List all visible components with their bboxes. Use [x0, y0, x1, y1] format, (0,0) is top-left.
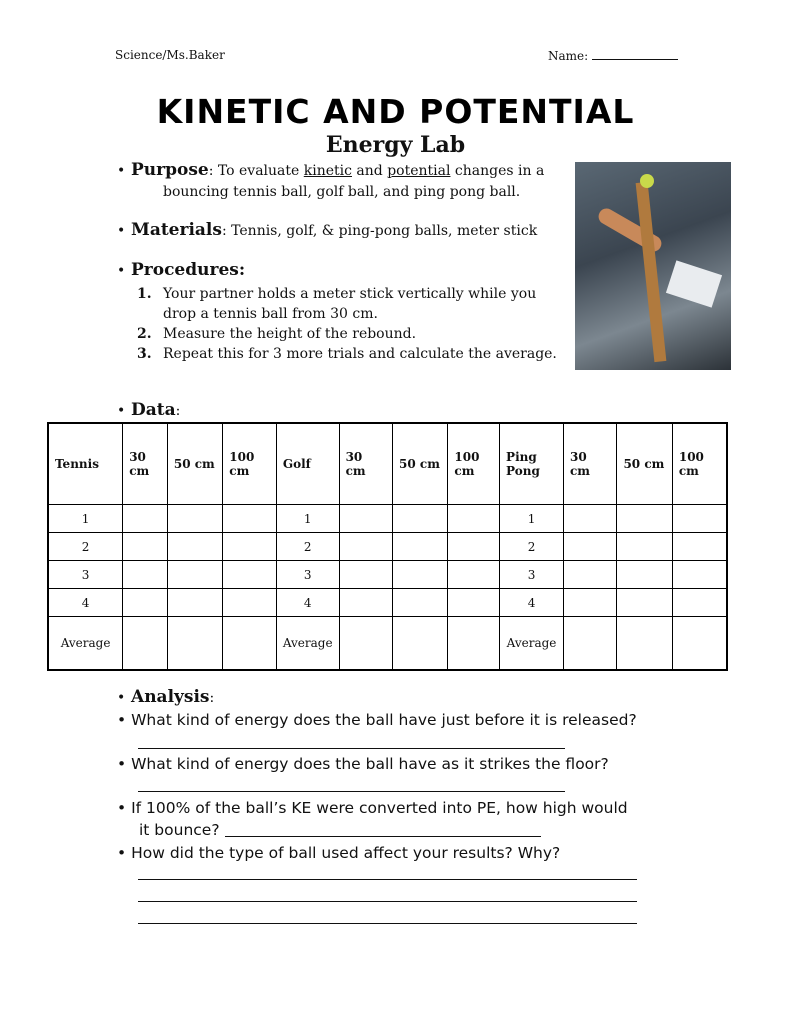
analysis-label: Analysis	[131, 687, 210, 707]
trial-number: 1	[48, 505, 123, 533]
page-title: KINETIC AND POTENTIAL	[156, 92, 635, 131]
answer-line-3[interactable]	[225, 836, 541, 837]
input-cell[interactable]	[564, 505, 617, 533]
name-field[interactable]	[548, 48, 678, 63]
input-cell[interactable]	[672, 617, 727, 671]
header-cell: Tennis	[48, 423, 123, 505]
trial-number: 3	[500, 561, 564, 589]
procedures-label: Procedures:	[131, 260, 246, 280]
header-cell: 30 cm	[564, 423, 617, 505]
input-cell[interactable]	[339, 589, 392, 617]
trial-number: 2	[48, 533, 123, 561]
question-text: How did the type of ball used affect your results? Why?	[131, 844, 561, 862]
input-cell[interactable]	[672, 505, 727, 533]
input-cell[interactable]	[123, 561, 168, 589]
bullet-icon: •	[117, 690, 126, 706]
purpose-line2: bouncing tennis ball, golf ball, and ping pong ball.	[163, 184, 521, 200]
header-cell: 50 cm	[167, 423, 222, 505]
photo-paper	[666, 260, 722, 307]
average-row	[48, 617, 727, 671]
input-cell[interactable]	[617, 533, 672, 561]
input-cell[interactable]	[448, 561, 500, 589]
bullet-icon: •	[117, 711, 132, 729]
photo-meter-stick	[636, 182, 667, 362]
data-section	[117, 400, 180, 422]
purpose-label: Purpose	[131, 160, 209, 180]
header-cell: 50 cm	[617, 423, 672, 505]
input-cell[interactable]	[564, 589, 617, 617]
input-cell[interactable]	[123, 533, 168, 561]
input-cell[interactable]	[339, 505, 392, 533]
step-text: Repeat this for 3 more trials and calculate the average.	[163, 346, 557, 362]
input-cell[interactable]	[223, 617, 277, 671]
procedure-steps	[137, 284, 558, 364]
step-number: 3.	[137, 346, 152, 362]
input-cell[interactable]	[617, 505, 672, 533]
input-cell[interactable]	[672, 561, 727, 589]
trial-number: 3	[276, 561, 339, 589]
trial-number: 2	[276, 533, 339, 561]
purpose-text-and: and	[351, 163, 388, 179]
question-text: it bounce?	[139, 821, 220, 839]
input-cell[interactable]	[393, 505, 448, 533]
bullet-icon: •	[117, 223, 126, 239]
input-cell[interactable]	[448, 589, 500, 617]
input-cell[interactable]	[167, 589, 222, 617]
header-cell: 100 cm	[448, 423, 500, 505]
trial-number: 4	[48, 589, 123, 617]
input-cell[interactable]	[123, 505, 168, 533]
step-text: Your partner holds a meter stick vertically while you drop a tennis ball from 30 cm.	[163, 286, 537, 322]
answer-line-2[interactable]	[138, 791, 565, 792]
trial-number: 1	[500, 505, 564, 533]
question-3	[117, 797, 628, 819]
input-cell[interactable]	[167, 561, 222, 589]
trial-number: 1	[276, 505, 339, 533]
input-cell[interactable]	[564, 533, 617, 561]
step-number: 1.	[137, 286, 152, 302]
answer-line-4c[interactable]	[138, 923, 637, 924]
materials-section	[117, 220, 537, 242]
header-cell: 30 cm	[123, 423, 168, 505]
input-cell[interactable]	[223, 589, 277, 617]
input-cell[interactable]	[339, 533, 392, 561]
average-label: Average	[48, 617, 123, 671]
procedure-step	[137, 324, 558, 344]
input-cell[interactable]	[564, 617, 617, 671]
trial-number: 4	[500, 589, 564, 617]
input-cell[interactable]	[167, 617, 222, 671]
header-cell: Golf	[276, 423, 339, 505]
average-label: Average	[276, 617, 339, 671]
data-label: Data	[131, 400, 176, 420]
trial-number: 3	[48, 561, 123, 589]
answer-line-4a[interactable]	[138, 879, 637, 880]
analysis-section	[117, 687, 214, 709]
trial-number: 4	[276, 589, 339, 617]
table-row	[48, 505, 727, 533]
question-1	[117, 709, 637, 731]
table-header-row	[48, 423, 727, 505]
input-cell[interactable]	[393, 617, 448, 671]
input-cell[interactable]	[672, 533, 727, 561]
photo-ball	[640, 174, 654, 188]
input-cell[interactable]	[167, 533, 222, 561]
bullet-icon: •	[117, 799, 132, 817]
table-row	[48, 561, 727, 589]
trial-number: 2	[500, 533, 564, 561]
input-cell[interactable]	[448, 533, 500, 561]
question-3-line2	[139, 819, 220, 841]
input-cell[interactable]	[617, 561, 672, 589]
header-cell: 50 cm	[393, 423, 448, 505]
materials-label: Materials	[131, 220, 222, 240]
question-text: What kind of energy does the ball have just before it is released?	[131, 711, 637, 729]
page-subtitle: Energy Lab	[325, 132, 466, 158]
potential-word: potential	[387, 163, 451, 179]
lab-photo	[575, 162, 731, 370]
question-2	[117, 753, 609, 775]
purpose-text: : To evaluate	[208, 163, 304, 179]
input-cell[interactable]	[339, 617, 392, 671]
table-row	[48, 589, 727, 617]
input-cell[interactable]	[339, 561, 392, 589]
procedure-step	[137, 344, 558, 364]
input-cell[interactable]	[448, 617, 500, 671]
input-cell[interactable]	[223, 505, 277, 533]
procedures-section	[117, 260, 245, 282]
input-cell[interactable]	[223, 533, 277, 561]
step-number: 2.	[137, 326, 152, 342]
bullet-icon: •	[117, 403, 126, 419]
input-cell[interactable]	[167, 505, 222, 533]
question-text: What kind of energy does the ball have as it strikes the floor?	[131, 755, 609, 773]
bullet-icon: •	[117, 844, 132, 862]
input-cell[interactable]	[393, 561, 448, 589]
kinetic-word: kinetic	[303, 163, 352, 179]
bullet-icon: •	[117, 263, 126, 279]
data-colon: :	[175, 403, 181, 419]
input-cell[interactable]	[123, 617, 168, 671]
table-row	[48, 533, 727, 561]
purpose-text-post: changes in a	[450, 163, 545, 179]
header-cell: 30 cm	[339, 423, 392, 505]
question-text: If 100% of the ball’s KE were converted into PE, how high would	[131, 799, 628, 817]
input-cell[interactable]	[123, 589, 168, 617]
header-cell: Ping Pong	[500, 423, 564, 505]
bullet-icon: •	[117, 755, 132, 773]
name-label: Name:	[548, 49, 589, 63]
data-table	[47, 422, 728, 671]
input-cell[interactable]	[393, 533, 448, 561]
bullet-icon: •	[117, 163, 126, 179]
question-4	[117, 842, 560, 864]
input-cell[interactable]	[672, 589, 727, 617]
course-label: Science/Ms.Baker	[115, 48, 225, 62]
input-cell[interactable]	[617, 617, 672, 671]
procedure-step	[137, 284, 558, 324]
answer-line-4b[interactable]	[138, 901, 637, 902]
input-cell[interactable]	[448, 505, 500, 533]
input-cell[interactable]	[393, 589, 448, 617]
header-cell: 100 cm	[223, 423, 277, 505]
input-cell[interactable]	[564, 561, 617, 589]
input-cell[interactable]	[617, 589, 672, 617]
materials-text: : Tennis, golf, & ping-pong balls, meter stick	[221, 223, 538, 239]
purpose-section	[117, 160, 557, 203]
analysis-colon: :	[209, 690, 215, 706]
header-cell: 100 cm	[672, 423, 727, 505]
input-cell[interactable]	[223, 561, 277, 589]
step-text: Measure the height of the rebound.	[163, 326, 417, 342]
answer-line-1[interactable]	[138, 748, 565, 749]
average-label: Average	[500, 617, 564, 671]
name-blank[interactable]	[592, 48, 678, 60]
